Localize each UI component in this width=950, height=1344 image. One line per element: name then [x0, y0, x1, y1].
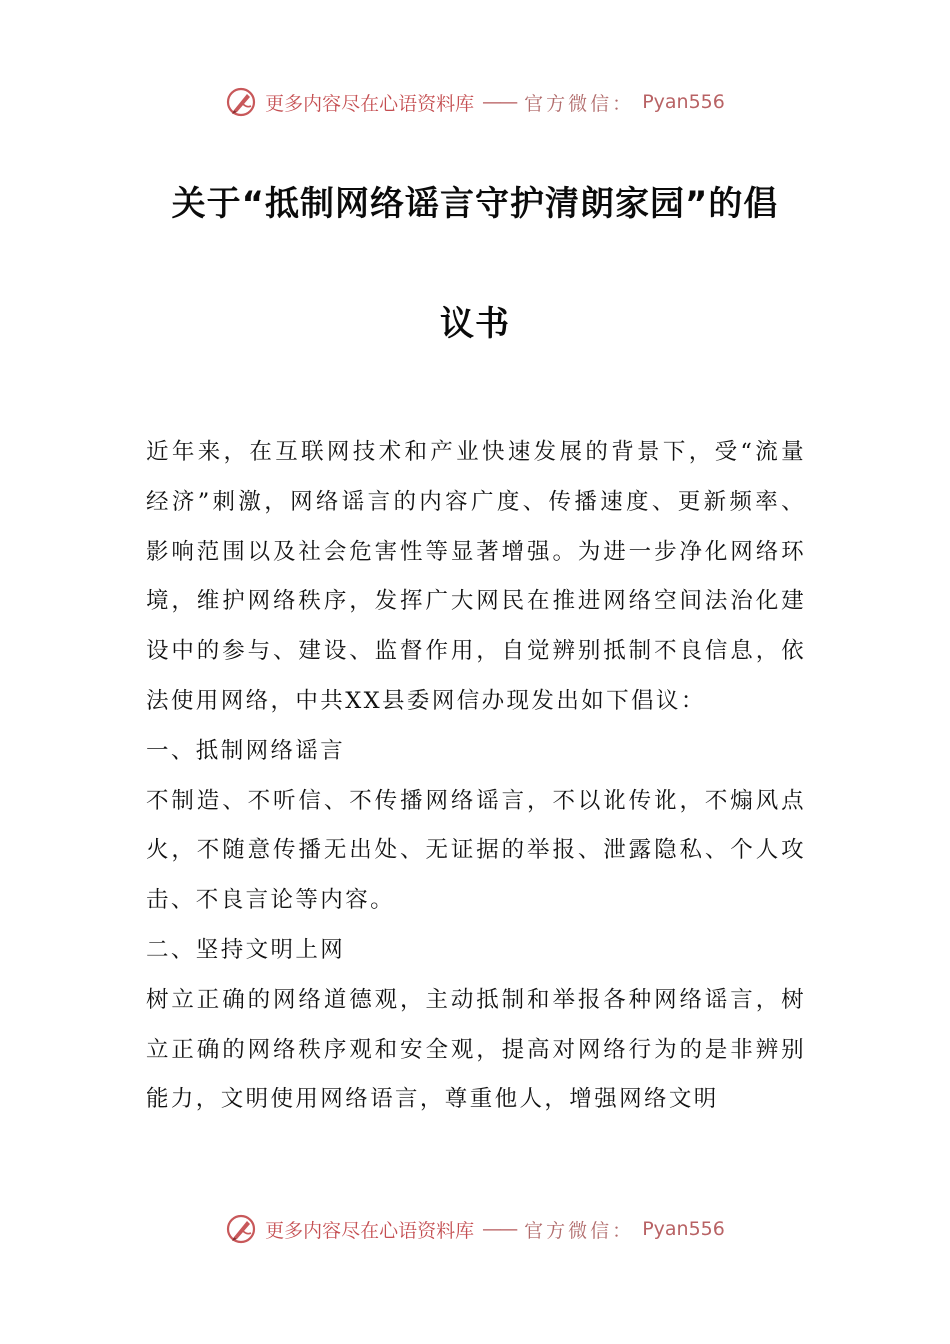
watermark-wechat-label: 官方微信： [524, 1219, 635, 1242]
document-title-line-1: 关于“抵制网络谣言守护清朗家园”的倡 [171, 184, 779, 224]
watermark-dash: —— [482, 91, 517, 113]
header-watermark [0, 86, 950, 118]
watermark-wechat-id: Pyan556 [642, 91, 725, 113]
pen-logo-icon [225, 1213, 257, 1245]
intro-paragraph: 近年来，在互联网技术和产业快速发展的背景下，受“流量经济”刺激，网络谣言的内容广度、传播速度、更新频率、影响范围以及社会危害性等显著增强。为进一步净化网络环境，维护网络秩序，发挥广大网民在推进网络空间法治化建设中的参与、建设、监督作用，自觉辨别抵制不良信息，依法使用网络，中共XX县委网信办现发出如下倡议： [146, 439, 806, 714]
watermark-brand: 更多内容尽在心语资料库 [265, 92, 475, 115]
watermark-wechat-label: 官方微信： [524, 92, 635, 115]
section-paragraph-2: 树立正确的网络道德观，主动抵制和举报各种网络谣言，树立正确的网络秩序观和安全观，提高对网络行为的是非辨别能力，文明使用网络语言，尊重他人，增强网络文明 [146, 986, 806, 1113]
section-paragraph-1: 不制造、不听信、不传播网络谣言，不以讹传讹，不煽风点火，不随意传播无出处、无证据的举报、泄露隐私、个人攻击、不良言论等内容。 [146, 787, 806, 914]
section-heading-1: 一、抵制网络谣言 [146, 737, 346, 764]
watermark-dash: —— [482, 1218, 517, 1240]
document-title-line-2: 议书 [440, 304, 510, 344]
document-body [146, 428, 806, 1125]
watermark-brand: 更多内容尽在心语资料库 [265, 1219, 475, 1242]
watermark-wechat-id: Pyan556 [642, 1218, 725, 1240]
footer-watermark [0, 1213, 950, 1245]
section-heading-2: 二、坚持文明上网 [146, 936, 346, 963]
pen-logo-icon [225, 86, 257, 118]
